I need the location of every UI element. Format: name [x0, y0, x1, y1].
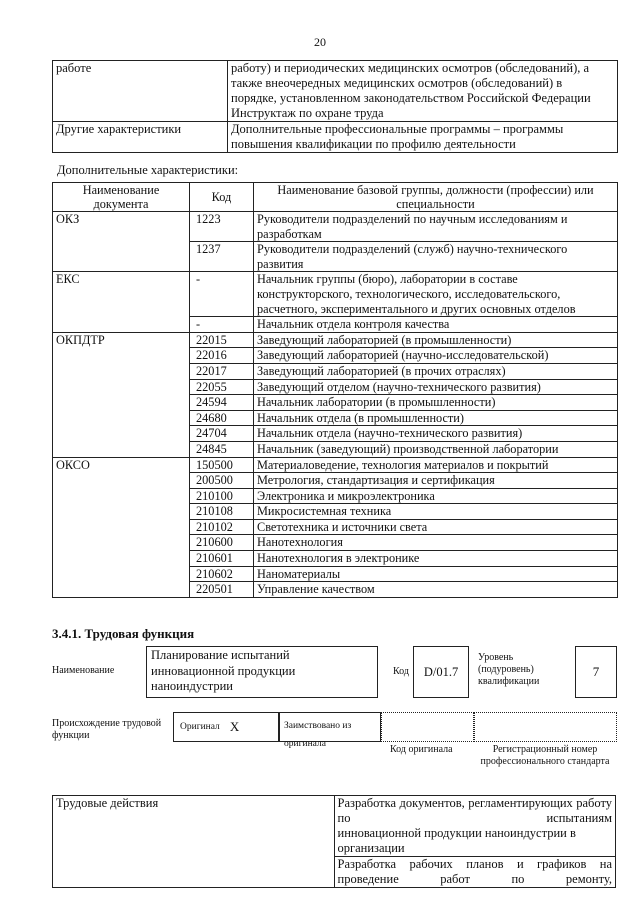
text-line: работу) и периодических медицинских осмотров (обследований), а [231, 61, 590, 75]
name-label: Наименование [52, 665, 115, 676]
code-cell: - [190, 272, 254, 317]
code-cell: 220501 [190, 582, 254, 598]
text-line: повышения квалификации по профилю деятельности [231, 137, 516, 151]
document-cell: ЕКС [53, 272, 190, 332]
origin-label: Происхождение трудовой функции [52, 718, 162, 741]
code-cell: 22017 [190, 363, 254, 379]
code-cell: 210108 [190, 504, 254, 520]
name-cell: Начальник группы (бюро), лаборатории в составе конструкторского, технологического, исследовательского, расчетного, экспериментального и других основных отделов [254, 272, 618, 317]
code-cell: 24845 [190, 441, 254, 457]
name-cell: Начальник лаборатории (в промышленности) [254, 395, 618, 411]
name-cell: Начальник отдела контроля качества [254, 317, 618, 333]
table-row [53, 61, 618, 122]
document-cell: ОКЗ [53, 212, 190, 272]
code-cell: 210601 [190, 551, 254, 567]
table-row [53, 796, 616, 857]
code-cell: 24680 [190, 410, 254, 426]
name-cell: Начальник отдела (научно-технического развития) [254, 426, 618, 442]
original-mark: X [229, 719, 240, 734]
table-row [53, 272, 618, 317]
classifier-table [52, 182, 618, 598]
code-cell: - [190, 317, 254, 333]
action-cell [334, 857, 616, 888]
name-cell: Начальник (заведующий) производственной лаборатории [254, 441, 618, 457]
document-cell: ОКСО [53, 457, 190, 597]
row-text [228, 61, 618, 122]
additional-characteristics-title: Дополнительные характеристики: [57, 163, 239, 177]
name-cell: Электроника и микроэлектроника [254, 488, 618, 504]
table-row [53, 212, 618, 242]
row-label: Другие характеристики [53, 122, 228, 153]
document-cell: ОКПДТР [53, 332, 190, 457]
name-cell: Нанотехнология в электронике [254, 551, 618, 567]
name-cell: Микросистемная техника [254, 504, 618, 520]
function-code-box [413, 646, 469, 698]
level-value: 7 [592, 664, 600, 679]
header-row [53, 183, 618, 212]
text-line: Разработка документов, регламентирующих работу по испытаниям [337, 796, 612, 825]
code-cell: 210102 [190, 519, 254, 535]
origin-code-box [381, 712, 474, 742]
text-line: Инструктаж по охране труда [231, 106, 384, 120]
code-cell: 24704 [190, 426, 254, 442]
reg-number-label: Регистрационный номер профессионального стандарта [480, 744, 610, 767]
header-code: Код [190, 183, 254, 212]
classifier-body [53, 212, 618, 598]
name-cell: Заведующий отделом (научно-технического развития) [254, 379, 618, 395]
table-row [53, 457, 618, 473]
name-cell: Заведующий лабораторией (в промышленности) [254, 332, 618, 348]
function-name: Планирование испытаний инновационной продукции наноиндустрии [151, 648, 296, 693]
function-code: D/01.7 [423, 664, 459, 679]
row-label: работе [53, 61, 228, 122]
name-cell: Метрология, стандартизация и сертификация [254, 473, 618, 489]
original-label: Оригинал [180, 721, 220, 732]
level-label: Уровень (подуровень) квалификации [478, 652, 540, 687]
actions-label: Трудовые действия [53, 796, 335, 888]
level-box [575, 646, 617, 698]
name-cell: Нанотехнология [254, 535, 618, 551]
code-cell: 210602 [190, 566, 254, 582]
origin-code-label: Код оригинала [390, 744, 453, 755]
borrowed-box [279, 712, 381, 749]
borrowed-label: Заимствовано из оригинала [284, 721, 352, 749]
code-cell: 24594 [190, 395, 254, 411]
work-conditions-table [52, 60, 618, 153]
header-document: Наименование документа [53, 183, 190, 212]
text-line: порядке, установленном законодательством Российской Федерации [231, 91, 591, 105]
reg-number-box [474, 712, 617, 742]
name-cell: Светотехника и источники света [254, 519, 618, 535]
function-name-box [146, 646, 378, 698]
code-cell: 150500 [190, 457, 254, 473]
text-line: Разработка рабочих планов и графиков на проведение работ по ремонту, [337, 857, 612, 886]
text-line: Дополнительные профессиональные программы – программы [231, 122, 564, 136]
header-name: Наименование базовой группы, должности (профессии) или специальности [254, 183, 618, 212]
row-text [228, 122, 618, 153]
labor-actions-table [52, 795, 616, 888]
name-cell: Руководители подразделений (служб) научно-технического развития [254, 242, 618, 272]
code-cell: 22015 [190, 332, 254, 348]
text-line: инновационной продукции наноиндустрии в организации [337, 826, 576, 855]
code-cell: 200500 [190, 473, 254, 489]
code-cell: 22055 [190, 379, 254, 395]
action-cell [334, 796, 616, 857]
code-cell: 210100 [190, 488, 254, 504]
section-title: 3.4.1. Трудовая функция [52, 626, 195, 641]
name-cell: Материаловедение, технология материалов и покрытий [254, 457, 618, 473]
name-cell: Заведующий лабораторией (в прочих отраслях) [254, 363, 618, 379]
code-label: Код [393, 666, 409, 677]
name-cell: Управление качеством [254, 582, 618, 598]
name-cell: Наноматериалы [254, 566, 618, 582]
text-line: также внеочередных медицинских осмотров (обследований) в [231, 76, 563, 90]
code-cell: 1223 [190, 212, 254, 242]
page-number: 20 [314, 35, 326, 49]
code-cell: 1237 [190, 242, 254, 272]
code-cell: 22016 [190, 348, 254, 364]
table-row [53, 122, 618, 153]
name-cell: Руководители подразделений по научным исследованиям и разработкам [254, 212, 618, 242]
code-cell: 210600 [190, 535, 254, 551]
name-cell: Заведующий лабораторией (научно-исследовательской) [254, 348, 618, 364]
name-cell: Начальник отдела (в промышленности) [254, 410, 618, 426]
table-row [53, 332, 618, 348]
original-box [173, 712, 279, 742]
